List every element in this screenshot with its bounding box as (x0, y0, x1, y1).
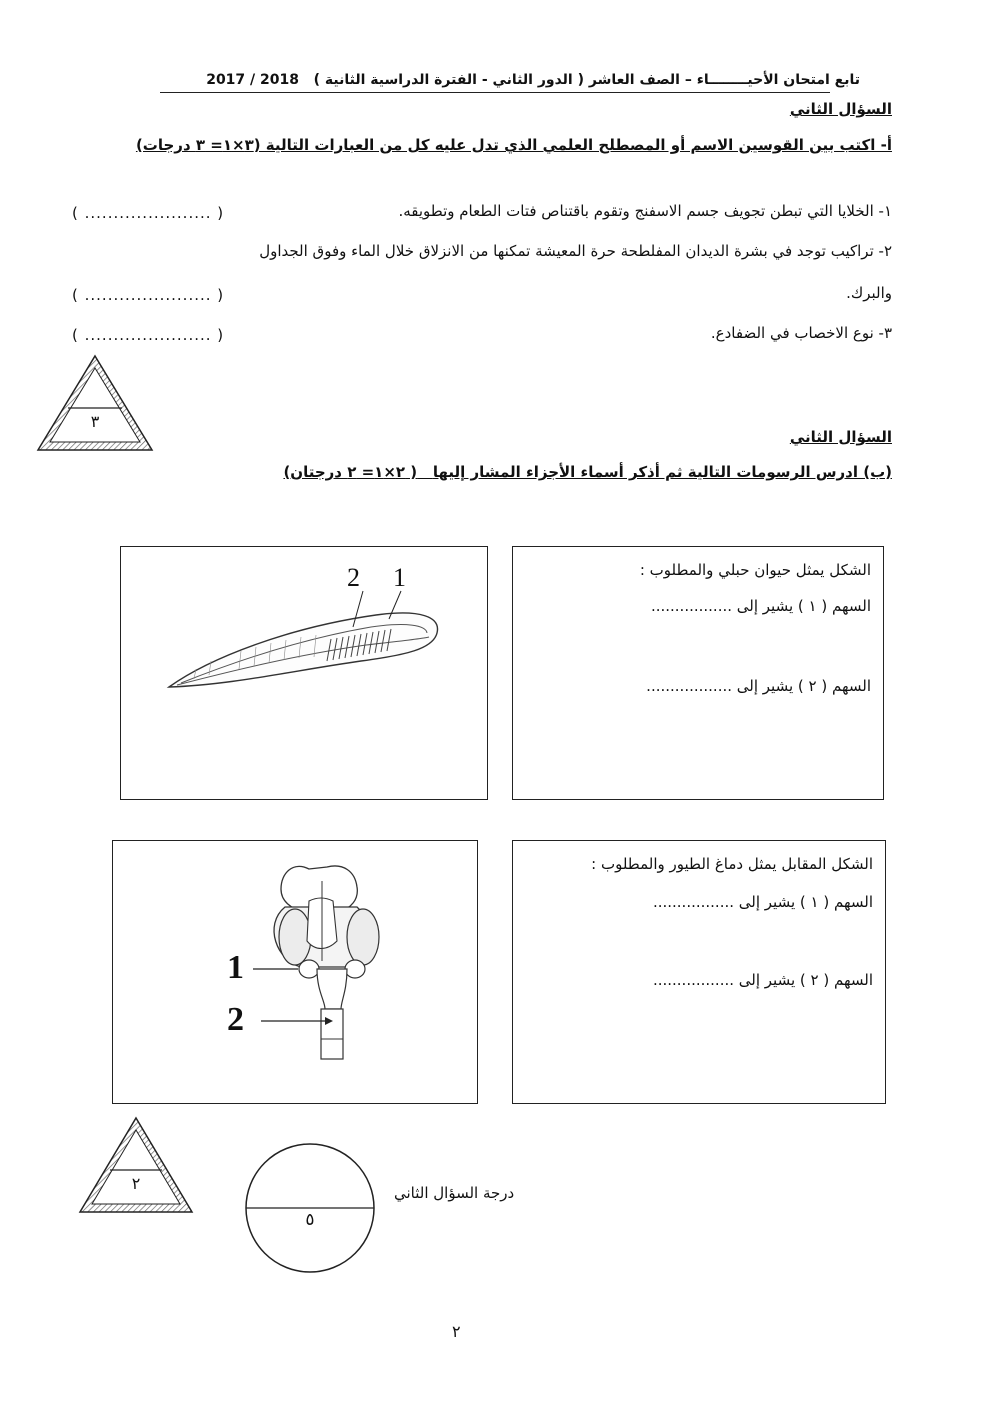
instruction-b-main: (ب) ادرس الرسومات التالية ثم أذكر أسماء الأجزاء المشار إليها (432, 463, 892, 481)
question-title-a: السؤال الثاني (789, 100, 892, 118)
figure-2-label-2: 2 (227, 1001, 244, 1038)
instruction-a: أ- اكتب بين القوسين الاسم أو المصطلح العلمي الذي تدل عليه كل من العبارات التالية (٣×١= ٣ درجات) (135, 136, 892, 154)
figure-2-arrow-1-answer[interactable]: السهم ( ١ ) يشير إلى ................. (652, 893, 873, 911)
bird-brain-drawing (113, 841, 477, 1103)
item-2-text: ٢- تراكيب توجد في بشرة الديدان المفلطحة حرة المعيشة تمكنها من الانزلاق خلال الماء وفوق الجداول (259, 242, 892, 260)
score-triangle-b (74, 1112, 198, 1218)
figure-2-box (112, 840, 478, 1104)
item-3-text: ٣- نوع الاخصاب في الضفادع. (710, 324, 892, 342)
header-year: 2018 / 2017 (206, 72, 300, 88)
figure-1-label-1: 1 (393, 563, 406, 592)
figure-1-box (120, 546, 488, 800)
question-title-b: السؤال الثاني (789, 428, 892, 446)
figure-2-label-1: 1 (227, 949, 244, 986)
figure-2-arrow-2-answer[interactable]: السهم ( ٢ ) يشير إلى ................. (652, 971, 873, 989)
score-value-b: ٢ (131, 1174, 141, 1193)
total-score-circle (242, 1140, 378, 1276)
item-2-blank[interactable]: ( ...................... ) (72, 286, 225, 304)
figure-1-description: الشكل يمثل حيوان حبلي والمطلوب : (639, 561, 871, 579)
exam-header (160, 72, 860, 88)
figure-1-label-2: 2 (347, 563, 360, 592)
score-value-a: ٣ (90, 412, 100, 431)
score-triangle-a (32, 350, 158, 456)
figure-2-question-box (512, 840, 886, 1104)
instruction-b (283, 463, 892, 481)
total-score-value: ٥ (305, 1210, 315, 1230)
figure-2-description: الشكل المقابل يمثل دماغ الطيور والمطلوب : (591, 855, 873, 873)
item-3-blank[interactable]: ( ...................... ) (72, 326, 225, 344)
header-title: تابع امتحان الأحيــــــــاء – الصف العاشر ( الدور الثاني - الفترة الدراسية الثانية ) (313, 72, 860, 88)
instruction-b-marks: ( ٢×١= ٢ درجتان) (283, 463, 418, 481)
amphioxus-drawing (121, 547, 487, 799)
item-1-text: ١- الخلايا التي تبطن تجويف جسم الاسفنج وتقوم باقتناص فتات الطعام وتطويقه. (398, 202, 892, 220)
header-underline (160, 92, 830, 93)
total-score-label: درجة السؤال الثاني (394, 1184, 515, 1202)
figure-1-arrow-2-answer[interactable]: السهم ( ٢ ) يشير إلى .................. (646, 677, 871, 695)
item-2-text-line2: والبرك. (846, 284, 892, 302)
page-number: ٢ (452, 1322, 461, 1341)
figure-1-question-box (512, 546, 884, 800)
item-1-blank[interactable]: ( ...................... ) (72, 204, 225, 222)
figure-1-arrow-1-answer[interactable]: السهم ( ١ ) يشير إلى ................. (650, 597, 871, 615)
